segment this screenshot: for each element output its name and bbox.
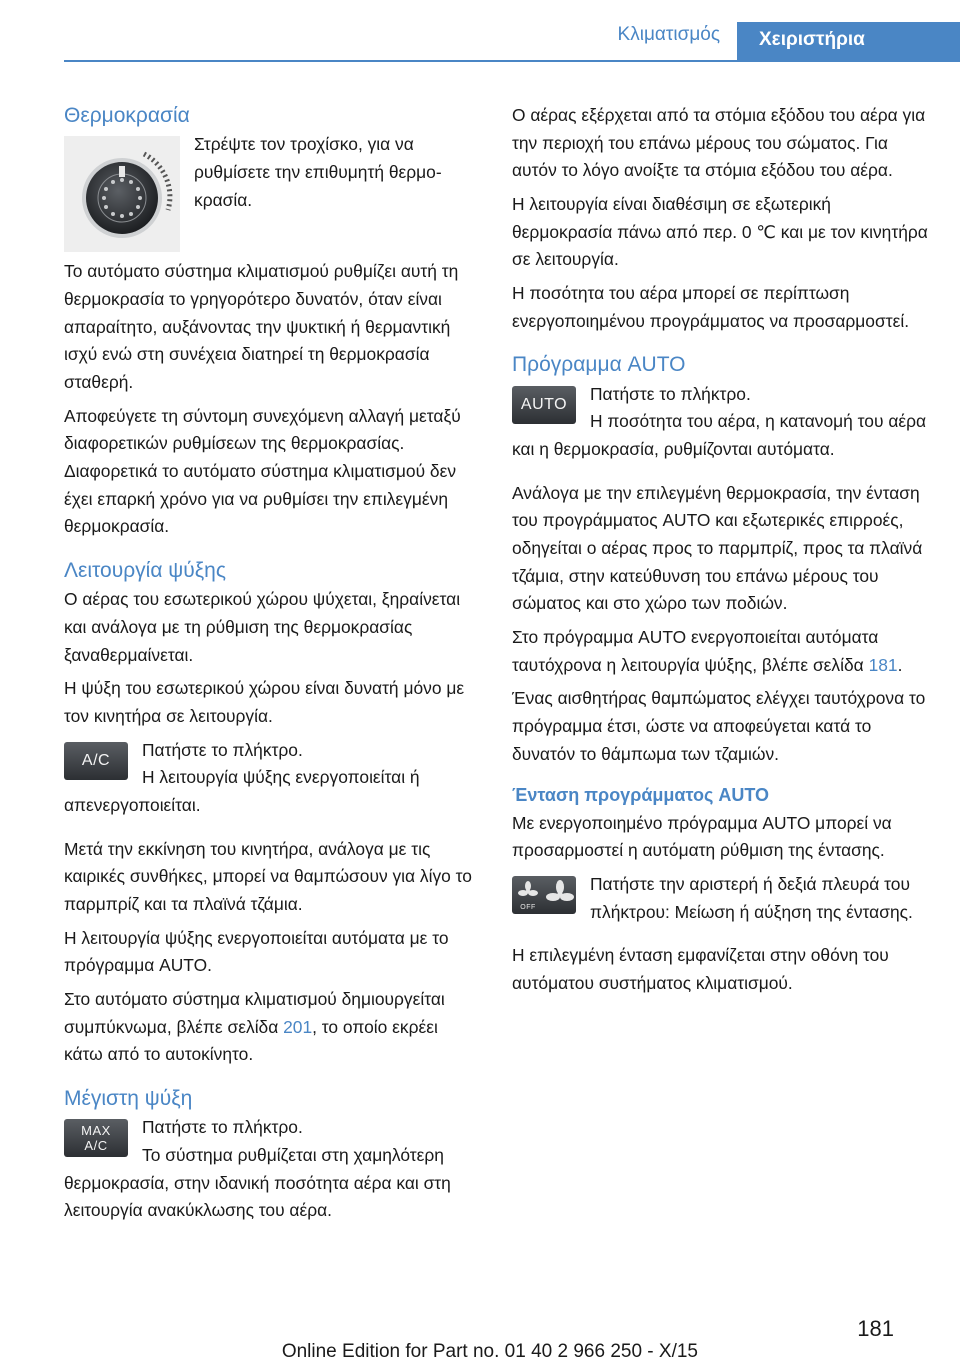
heading-max-cooling: Μέγιστη ψύξη bbox=[64, 1087, 193, 1111]
temperature-paragraph-2: Αποφεύγετε τη σύντομη συνεχόμενη αλλαγή μεταξύ διαφορετικών ρυθμίσεων της θερμοκρασίας. Διαφορετικά το αυτόματο σύστημα κλιματισμού δεν έχει επαρκή χρόνο για να ρυθμίσει την επιλεγμένη θερμοκρασία. bbox=[64, 405, 461, 537]
auto-instruction-line-1: Πατήστε το πλήκτρο. bbox=[590, 383, 751, 404]
temperature-instruction bbox=[64, 131, 478, 258]
auto-paragraph-2 bbox=[512, 624, 932, 679]
heading-auto-intensity: Ένταση προγράμματος AUTO bbox=[512, 785, 770, 806]
header-divider bbox=[64, 60, 960, 62]
temperature-instruction-text: Στρέψτε τον τροχίσκο, για να ρυθμίσετε την επιθυμητή θερμοκρασία. bbox=[194, 134, 442, 210]
cooling-paragraph-3: Μετά την εκκίνηση του κινητήρα, ανάλογα με τις καιρικές συνθήκες, μπορεί να θαμπώσουν για λίγο το παρμπρίζ και τα πλαϊνά τζάμια. bbox=[64, 838, 472, 915]
auto-paragraph-2-tail: . bbox=[897, 654, 903, 675]
max-ac-button-line-1: MAX bbox=[81, 1123, 111, 1139]
auto-instruction-line-2: Η ποσότητα του αέρα, η κατανομή του αέρα και η θερμοκρασία, ρυθμίζονται αυτόματα. bbox=[512, 411, 927, 460]
auto-instruction bbox=[512, 381, 932, 470]
ac-button-label: A/C bbox=[64, 742, 128, 780]
cooling-paragraph-1: Ο αέρας του εσωτερικού χώρου ψύχεται, ξηραίνεται και ανάλογα με τη ρύθμιση της θερμοκρασίας ξαναθερμαίνεται. bbox=[64, 589, 461, 665]
cooling-paragraph-5 bbox=[64, 986, 478, 1069]
heading-cooling: Λειτουργία ψύξης bbox=[64, 559, 226, 583]
fan-button-off-label: OFF bbox=[520, 904, 536, 912]
air-paragraph-3: Η ποσότητα του αέρα μπορεί σε περίπτωση ενεργοποιημένου προγράμματος να προσαρμοστεί. bbox=[512, 283, 910, 331]
edition-note: Online Edition for Part no. 01 40 2 966 250 - X/15 bbox=[281, 1341, 698, 1362]
temperature-paragraph-1: Το αυτόματο σύστημα κλιματισμού ρυθμίζει αυτή τη θερμοκρασία το γρηγορότερο δυνατόν, όταν είναι απαραίτητο, αυξάνοντας την ψυκτική ή θερμαντική ισχύ ενώ στη συνέχεια διατηρεί τη θερμοκρασία σταθερή. bbox=[64, 261, 459, 392]
auto-paragraph-2-text: Στο πρόγραμμα AUTO ενεργοποιείται αυτόματα ταυτόχρονα η λειτουργία ψύξης, βλέπε σελίδα bbox=[512, 627, 879, 675]
ac-instruction-line-1: Πατήστε το πλήκτρο. bbox=[142, 739, 303, 760]
page-link-201[interactable]: 201 bbox=[283, 1016, 313, 1037]
page-number: 181 bbox=[857, 1316, 894, 1341]
cooling-paragraph-5-text: Στο αυτόματο σύστημα κλιματισμού δημιουργείται συμπύκνωμα, βλέπε σελίδα bbox=[64, 989, 445, 1037]
fan-intensity-button-icon bbox=[512, 876, 576, 914]
intensity-instruction-line: Πατήστε την αριστερή ή δεξιά πλευρά του πλήκτρου: Μείωση ή αύξηση της έντασης. bbox=[590, 874, 913, 922]
left-column bbox=[64, 102, 478, 1231]
air-paragraph-1: Ο αέρας εξέρχεται από τα στόμια εξόδου του αέρα για την περιοχή του επάνω μέρους του σώματος. Για αυτόν το λόγο ανοίξτε τα στόμια εξόδου του αέρα. bbox=[512, 105, 926, 181]
cooling-paragraph-4: Η λειτουργία ψύξης ενεργοποιείται αυτόματα με το πρόγραμμα AUTO. bbox=[64, 927, 449, 976]
max-ac-button-line-2: A/C bbox=[84, 1138, 108, 1154]
max-ac-instruction bbox=[64, 1114, 478, 1231]
temperature-knob-icon bbox=[64, 136, 180, 252]
cooling-paragraph-2: Η ψύξη του εσωτερικού χώρου είναι δυνατή μόνο με τον κινητήρα σε λειτουργία. bbox=[64, 678, 465, 726]
page-link-181[interactable]: 181 bbox=[868, 654, 898, 675]
auto-paragraph-3: Ένας αισθητήρας θαμπώματος ελέγχει ταυτόχρονα το πρόγραμμα έτσι, ώστε να αποφεύγεται κατά το δυνατόν το θάμπωμα των τζαμιών. bbox=[512, 688, 926, 764]
right-column bbox=[512, 102, 932, 1004]
air-paragraph-2: Η λειτουργία είναι διαθέσιμη σε εξωτερική θερμοκρασία πάνω από περ. 0 ℃ και με τον κινητήρα σε λειτουργία. bbox=[512, 194, 928, 270]
auto-paragraph-1: Ανάλογα με την επιλεγμένη θερμοκρασία, την ένταση του προγράμματος AUTO και εξωτερικές επιρροές, οδηγείται ο αέρας προς το παρμπρίζ, προς τα πλαϊνά τζάμια, στην κατεύθυνση του επάνω μέρους του σώματος και στο χώρο των ποδιών. bbox=[512, 482, 923, 614]
auto-button-label: AUTO bbox=[512, 386, 576, 424]
intensity-paragraph-1: Με ενεργοποιημένο πρόγραμμα AUTO μπορεί να προσαρμοστεί η αυτόματη ρύθμιση της έντασης. bbox=[512, 812, 892, 861]
auto-button-icon bbox=[512, 386, 576, 424]
ac-instruction bbox=[64, 737, 478, 826]
max-ac-instruction-line-1: Πατήστε το πλήκτρο. bbox=[142, 1117, 303, 1138]
page-header bbox=[0, 0, 960, 62]
header-chapter-tab: Χειριστήρια bbox=[737, 22, 960, 60]
heading-temperature: Θερμοκρασία bbox=[64, 104, 190, 127]
max-ac-instruction-line-2: Το σύστημα ρυθμίζεται στη χαμηλότερη θερμοκρασία, στην ιδανική ποσότητα αέρα και στη λειτουργία ανακύκλωσης του αέρα. bbox=[64, 1145, 451, 1221]
intensity-paragraph-2: Η επιλεγμένη ένταση εμφανίζεται στην οθόνη του αυτόματου συστήματος κλιματισμού. bbox=[512, 945, 889, 994]
max-ac-button-icon bbox=[64, 1119, 128, 1157]
cooling-paragraph-5-tail: , το οποίο εκρέει κάτω από το αυτοκίνητο. bbox=[64, 1016, 438, 1065]
ac-button-icon bbox=[64, 742, 128, 780]
header-section-title: Κλιματισμός bbox=[617, 24, 720, 45]
ac-instruction-line-2: Η λειτουργία ψύξης ενεργοποιείται ή απενεργοποιείται. bbox=[64, 767, 420, 816]
heading-auto-program: Πρόγραμμα AUTO bbox=[512, 353, 686, 377]
intensity-instruction bbox=[512, 871, 932, 932]
